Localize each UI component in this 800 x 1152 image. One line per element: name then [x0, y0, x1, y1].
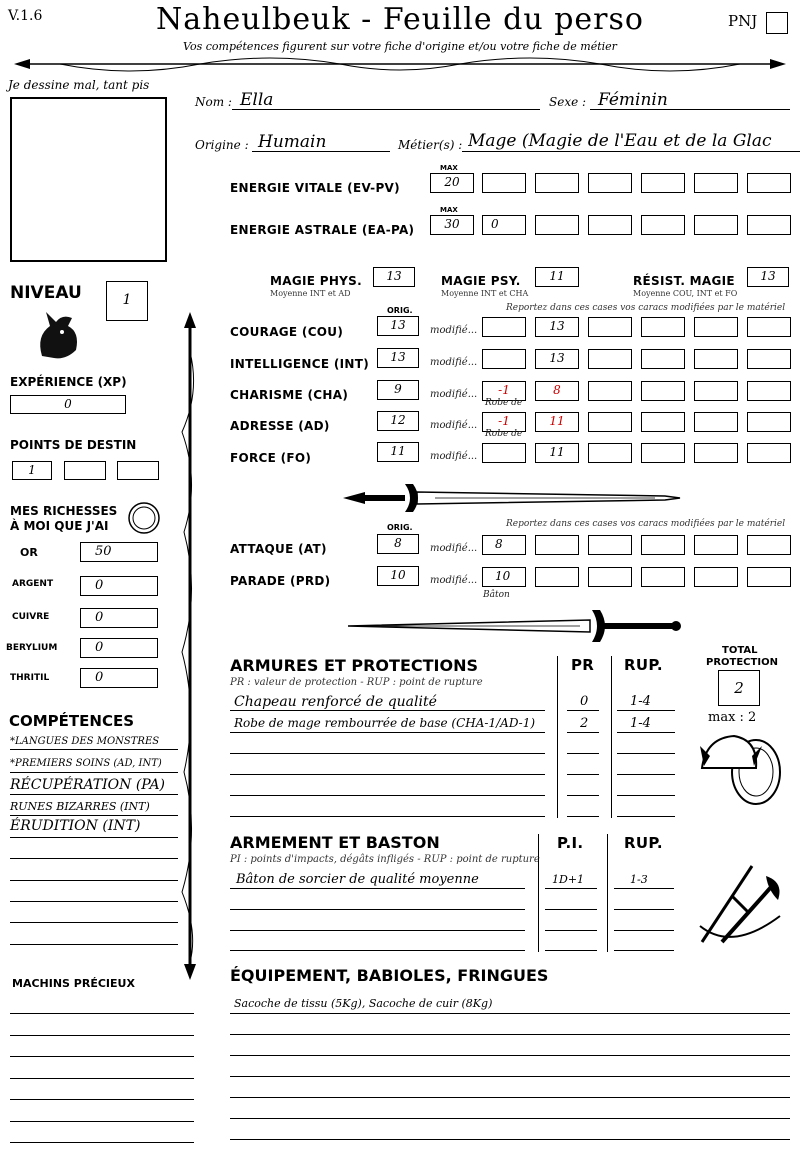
- weapon-row-rup[interactable]: 1-3: [630, 873, 648, 886]
- skill-item[interactable]: ÉRUDITION (INT): [10, 818, 141, 834]
- cha-label: CHARISME (CHA): [230, 388, 349, 402]
- armement-note: PI : points d'impacts, dégâts infligés - RUP : point de rupture: [230, 854, 540, 865]
- ea-max-box[interactable]: 30: [430, 215, 474, 235]
- destin-box-3[interactable]: [117, 461, 159, 480]
- ev-label: ENERGIE VITALE (EV-PV): [230, 181, 400, 195]
- fo-label: FORCE (FO): [230, 451, 312, 465]
- ev-max-label: MAX: [440, 164, 458, 172]
- fo-mod-box[interactable]: 11: [535, 443, 579, 463]
- sexe-label: Sexe :: [549, 95, 587, 109]
- total-protection-max: max : 2: [708, 710, 757, 725]
- sexe-value[interactable]: Féminin: [598, 90, 668, 110]
- cha-box[interactable]: 9: [377, 380, 419, 400]
- sword-ornament-top: [335, 478, 685, 518]
- total-protection-label-1: TOTAL: [722, 645, 758, 656]
- prd-label: PARADE (PRD): [230, 574, 331, 588]
- portrait-box[interactable]: [10, 97, 167, 262]
- metier-label: Métier(s) :: [398, 138, 463, 152]
- ea-label: ENERGIE ASTRALE (EA-PA): [230, 223, 415, 237]
- thritil-box[interactable]: 0: [80, 668, 158, 688]
- at-label: ATTAQUE (AT): [230, 542, 327, 556]
- ad-mod-box[interactable]: 11: [535, 412, 579, 432]
- armor-row-name[interactable]: Robe de mage rembourrée de base (CHA-1/AD-1): [234, 716, 536, 730]
- argent-box[interactable]: 0: [80, 576, 158, 596]
- berylium-label: BERYLIUM: [6, 643, 58, 653]
- cha-mod-box[interactable]: 8: [535, 381, 579, 401]
- magie-phys-label: MAGIE PHYS.: [270, 274, 362, 288]
- prd-modifie: modifié...: [430, 575, 478, 586]
- armor-row-pr[interactable]: 0: [580, 694, 589, 709]
- nom-label: Nom :: [195, 95, 232, 109]
- header-ornament: [0, 52, 800, 76]
- int-modifie: modifié...: [430, 357, 478, 368]
- armement-rup-header: RUP.: [624, 834, 663, 852]
- total-protection-box[interactable]: 2: [718, 670, 760, 706]
- nom-value[interactable]: Ella: [240, 90, 274, 110]
- xp-label: EXPÉRIENCE (XP): [10, 375, 127, 389]
- at-mod-box[interactable]: 8: [482, 535, 526, 555]
- cha-delta-box[interactable]: -1: [482, 381, 526, 401]
- niveau-label: NIVEAU: [10, 283, 82, 303]
- courage-modifie: modifié...: [430, 325, 478, 336]
- thritil-label: THRITIL: [10, 673, 50, 683]
- combat-note: Reportez dans ces cases vos caracs modifiées par le matériel: [506, 519, 786, 529]
- courage-box[interactable]: 13: [377, 316, 419, 336]
- combat-orig-label: ORIG.: [387, 523, 413, 532]
- skill-item[interactable]: RÉCUPÉRATION (PA): [10, 777, 166, 793]
- destin-label: POINTS DE DESTIN: [10, 438, 137, 452]
- or-box[interactable]: 50: [80, 542, 158, 562]
- ad-delta-note: Robe de: [485, 429, 523, 439]
- weapons-icon: [692, 856, 788, 952]
- sheet-subtitle: Vos compétences figurent sur votre fiche d'origine et/ou votre fiche de métier: [183, 40, 617, 53]
- berylium-box[interactable]: 0: [80, 638, 158, 658]
- richesses-label-1: MES RICHESSES: [10, 504, 118, 518]
- dragon-icon: [32, 306, 84, 364]
- at-modifie: modifié...: [430, 543, 478, 554]
- xp-box[interactable]: 0: [10, 395, 126, 414]
- version-label: V.1.6: [8, 8, 43, 24]
- at-box[interactable]: 8: [377, 534, 419, 554]
- resist-magie-note: Moyenne COU, INT et FO: [633, 289, 738, 298]
- fo-delta-box[interactable]: [482, 443, 526, 463]
- equipement-title: ÉQUIPEMENT, BABIOLES, FRINGUES: [230, 966, 549, 985]
- weapon-row-name[interactable]: Bâton de sorcier de qualité moyenne: [236, 872, 479, 887]
- armor-row-name[interactable]: Chapeau renforcé de qualité: [234, 694, 437, 710]
- fo-box[interactable]: 11: [377, 442, 419, 462]
- armement-pi-header: P.I.: [557, 834, 584, 852]
- prd-box[interactable]: 10: [377, 566, 419, 586]
- ev-max-box[interactable]: 20: [430, 173, 474, 193]
- armement-title: ARMEMENT ET BASTON: [230, 833, 440, 852]
- competences-label: COMPÉTENCES: [9, 712, 135, 730]
- armures-pr-header: PR: [571, 656, 595, 674]
- fo-modifie: modifié...: [430, 451, 478, 462]
- argent-label: ARGENT: [12, 579, 54, 589]
- resist-magie-box[interactable]: 13: [747, 267, 789, 287]
- skill-item[interactable]: *LANGUES DES MONSTRES: [10, 736, 160, 747]
- equipement-line-1[interactable]: Sacoche de tissu (5Kg), Sacoche de cuir (8Kg): [234, 997, 493, 1010]
- origine-value[interactable]: Humain: [258, 132, 327, 152]
- magie-psy-note: Moyenne INT et CHA: [441, 289, 529, 298]
- int-box[interactable]: 13: [377, 348, 419, 368]
- armures-rup-header: RUP.: [624, 656, 663, 674]
- armor-row-rup[interactable]: 1-4: [630, 694, 651, 709]
- cha-modifie: modifié...: [430, 389, 478, 400]
- pnj-checkbox[interactable]: [766, 12, 788, 34]
- armor-row-pr[interactable]: 2: [580, 716, 589, 731]
- prd-note: Bâton: [483, 590, 510, 600]
- resist-magie-label: RÉSIST. MAGIE: [633, 274, 735, 288]
- destin-box-1[interactable]: 1: [12, 461, 52, 480]
- magie-phys-box[interactable]: 13: [373, 267, 415, 287]
- magie-psy-label: MAGIE PSY.: [441, 274, 521, 288]
- pnj-label: PNJ: [728, 12, 758, 30]
- skill-item[interactable]: *PREMIERS SOINS (AD, INT): [10, 758, 162, 769]
- magie-psy-box[interactable]: 11: [535, 267, 579, 287]
- metier-value[interactable]: Mage (Magie de l'Eau et de la Glac: [468, 131, 772, 151]
- richesses-label-2: À MOI QUE J'AI: [10, 519, 109, 533]
- ad-label: ADRESSE (AD): [230, 419, 330, 433]
- total-protection-label-2: PROTECTION: [706, 657, 778, 668]
- or-label: OR: [20, 546, 38, 559]
- destin-box-2[interactable]: [64, 461, 106, 480]
- sword-ornament-bottom: [340, 606, 690, 646]
- armures-title: ARMURES ET PROTECTIONS: [230, 656, 478, 675]
- courage-label: COURAGE (COU): [230, 325, 344, 339]
- int-delta-box[interactable]: [482, 349, 526, 369]
- ad-modifie: modifié...: [430, 420, 478, 431]
- stats-note: Reportez dans ces cases vos caracs modifiées par le matériel: [506, 303, 786, 313]
- origine-label: Origine :: [195, 138, 249, 152]
- courage-mod-box[interactable]: 13: [535, 317, 579, 337]
- ad-delta-box[interactable]: -1: [482, 412, 526, 432]
- ea-current-box[interactable]: 0: [482, 215, 526, 235]
- portrait-caption: Je dessine mal, tant pis: [8, 78, 150, 92]
- ea-max-label: MAX: [440, 206, 458, 214]
- helmet-shield-icon: [696, 726, 786, 810]
- armor-row-rup[interactable]: 1-4: [630, 716, 651, 731]
- prd-mod-box[interactable]: 10: [482, 567, 526, 587]
- machins-label: MACHINS PRÉCIEUX: [12, 977, 135, 990]
- cuivre-label: CUIVRE: [12, 612, 50, 622]
- armures-note: PR : valeur de protection - RUP : point de rupture: [230, 677, 483, 688]
- cuivre-box[interactable]: 0: [80, 608, 158, 628]
- courage-delta-box[interactable]: [482, 317, 526, 337]
- int-label: INTELLIGENCE (INT): [230, 357, 369, 371]
- skill-item[interactable]: RUNES BIZARRES (INT): [10, 800, 150, 813]
- magie-phys-note: Moyenne INT et AD: [270, 289, 351, 298]
- coin-icon: [126, 500, 162, 536]
- int-mod-box[interactable]: 13: [535, 349, 579, 369]
- stats-orig-label: ORIG.: [387, 306, 413, 315]
- cha-delta-note: Robe de: [485, 398, 523, 408]
- weapon-row-pi[interactable]: 1D+1: [552, 873, 585, 886]
- ad-box[interactable]: 12: [377, 411, 419, 431]
- staff-ornament: [178, 312, 202, 980]
- sheet-title: Naheulbeuk - Feuille du perso: [156, 2, 644, 37]
- niveau-box[interactable]: 1: [106, 281, 148, 321]
